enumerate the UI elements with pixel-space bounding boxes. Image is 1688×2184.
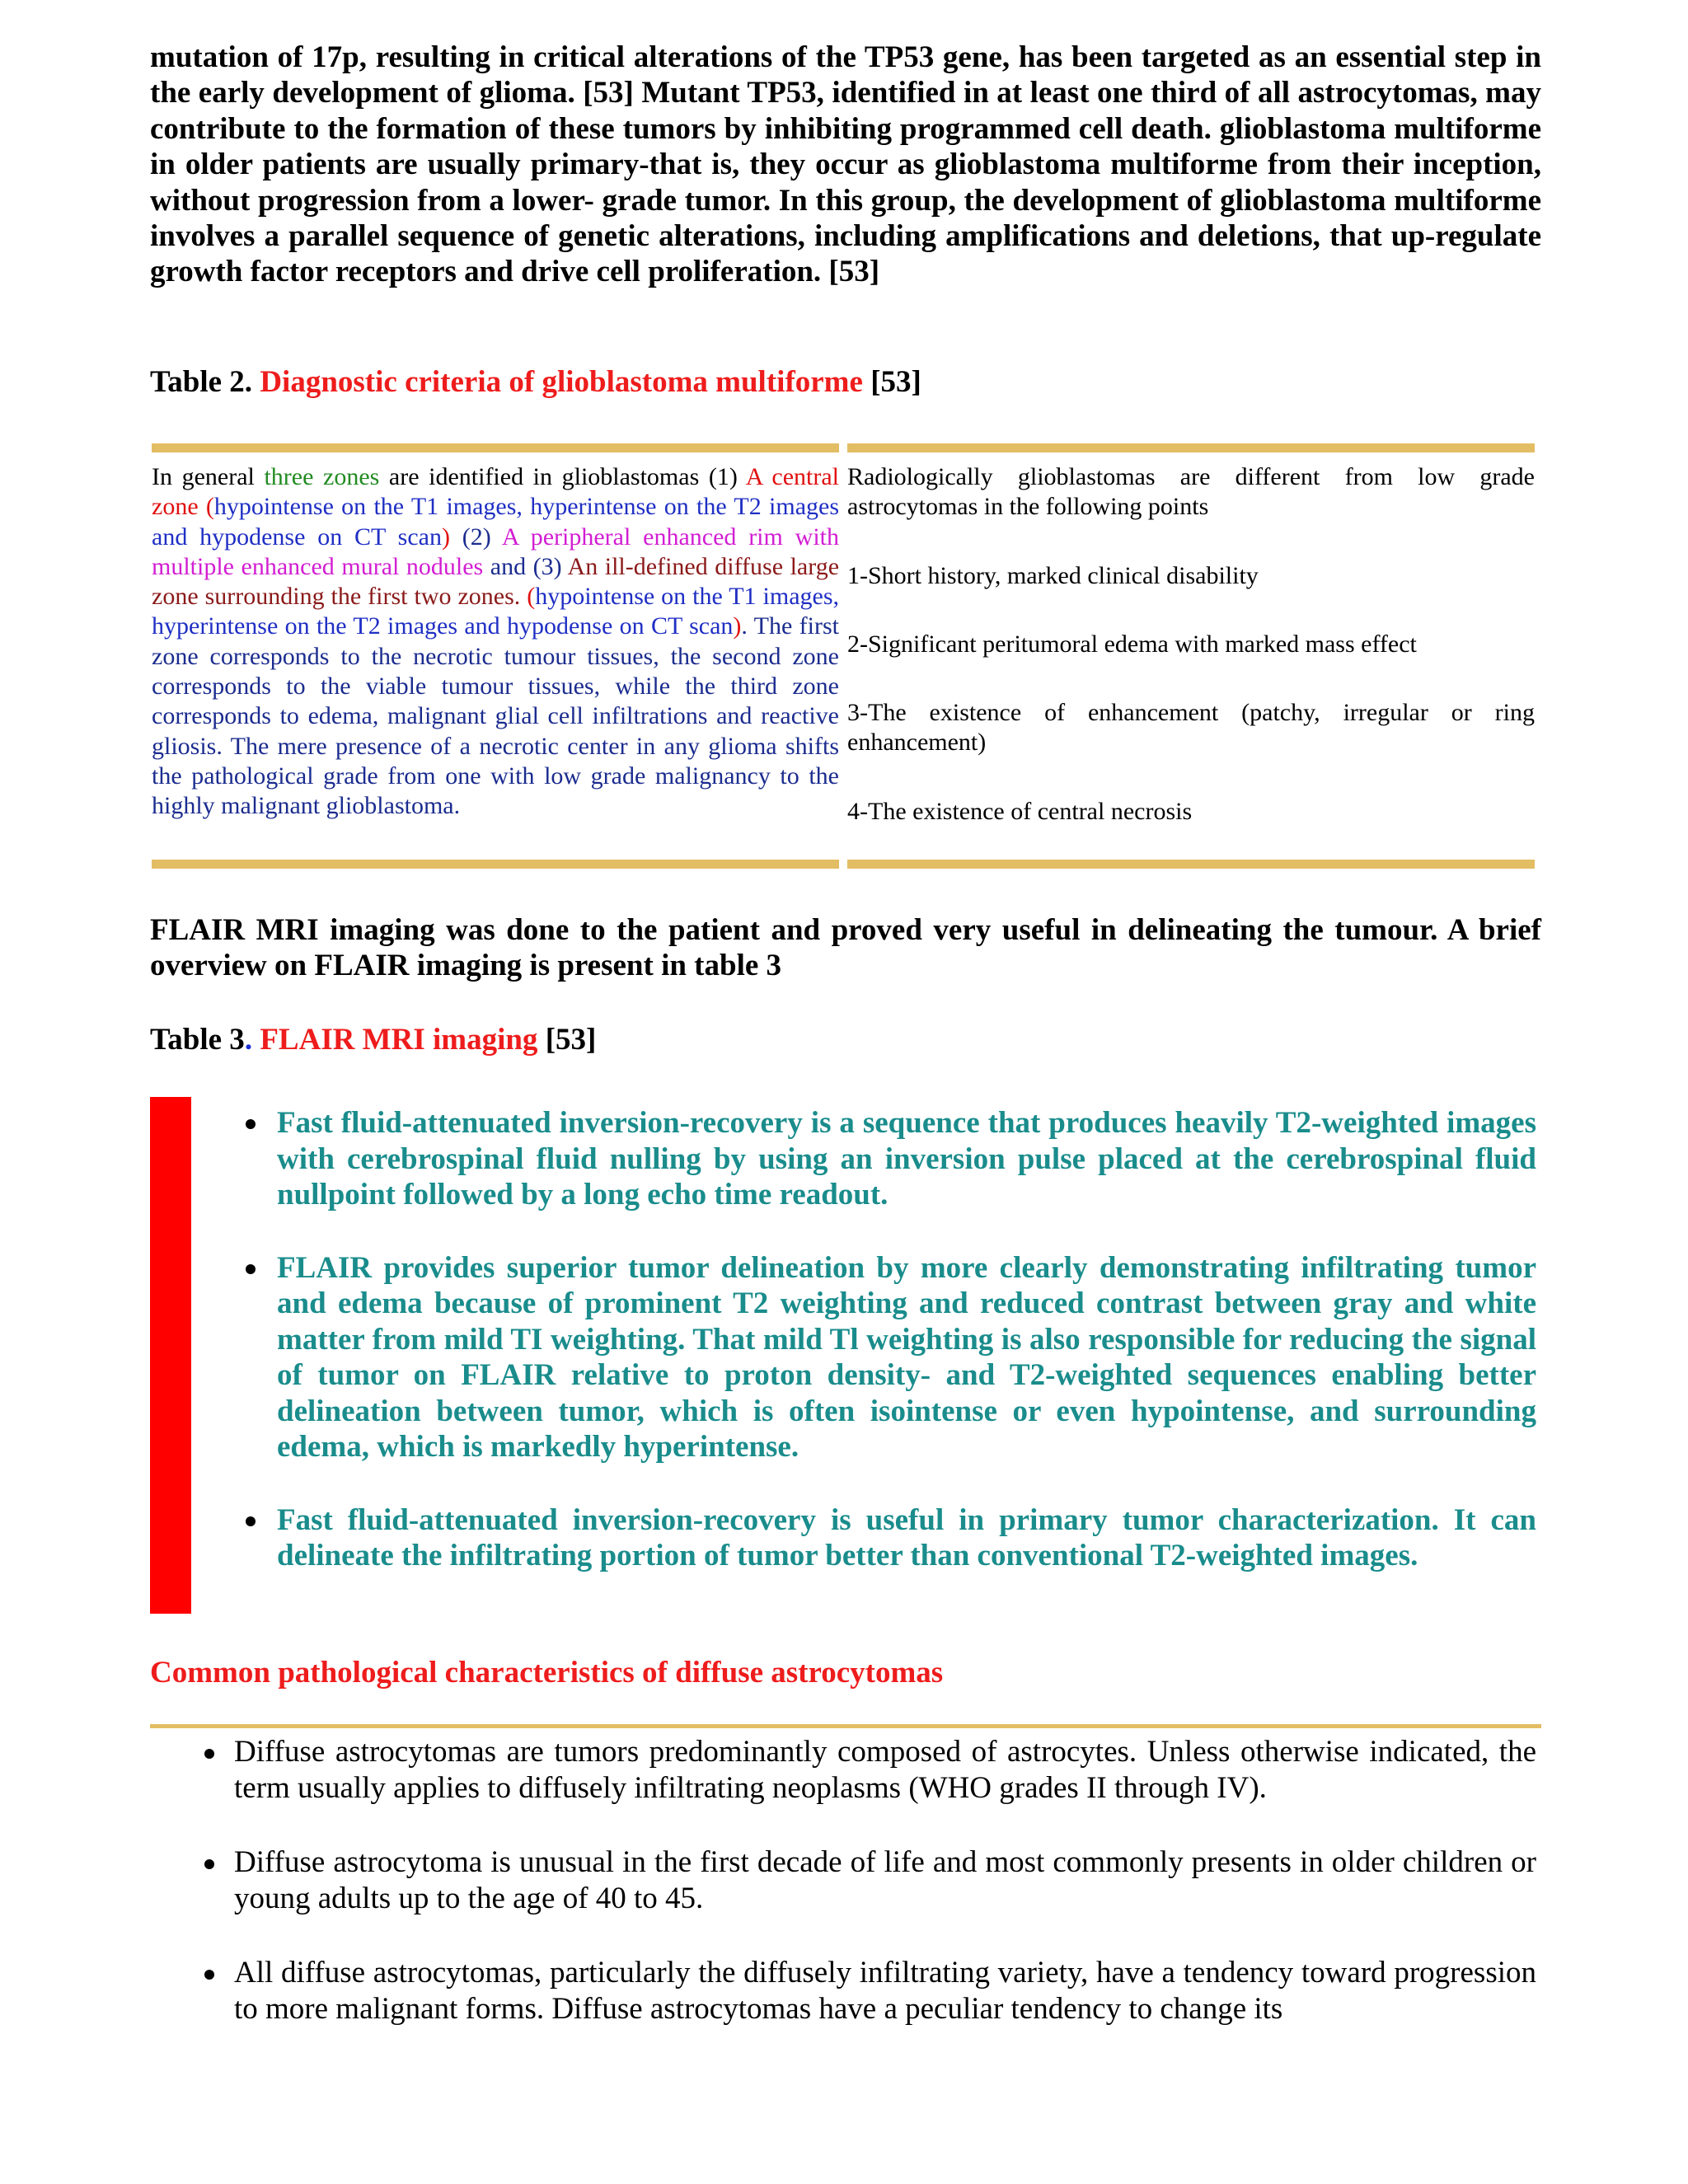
bullet-icon <box>246 1119 256 1129</box>
table2-left-text-segment: ( <box>198 493 214 521</box>
list-item <box>234 1955 1536 2027</box>
table2-caption-title: Diagnostic criteria of glioblastoma multiforme <box>260 365 863 399</box>
table2-caption <box>150 364 921 401</box>
flair-paragraph: FLAIR MRI imaging was done to the patient and proved very useful in delineating the tumour. A brief overview on FLAIR imaging is present in table 3 <box>150 913 1541 983</box>
bullet-icon <box>204 1749 214 1759</box>
table2-left-text-segment: three zones <box>264 463 380 490</box>
table3-caption-title: FLAIR MRI imaging <box>260 1023 538 1057</box>
list-item <box>277 1250 1536 1465</box>
list-item <box>277 1105 1536 1213</box>
table2-left-text-segment: A peripheral enhanced rim with multiple enhanced mural nodules <box>152 523 839 580</box>
table2-point: 4-The existence of central necrosis <box>847 797 1193 825</box>
table2-left-text-segment: . The first zone corresponds to the necrotic tumour tissues, the second zone corresponds to the viable tumour tissues, while the third zone corresponds to edema, malignant glial cell infiltrations and reactive gliosis. The mere presence of a necrotic center in any glioma shifts the pathological grade from one with low grade malignancy to the highly malignant glioblastoma. <box>152 612 839 820</box>
list-item-text: Diffuse astrocytomas are tumors predominantly composed of astrocytes. Unless otherwise indicated, the term usually applies to diffusely infiltrating neoplasms (WHO grades II through IV). <box>234 1735 1536 1805</box>
table2-right-cell <box>847 462 1535 827</box>
bullet-icon <box>204 1970 214 1980</box>
section-rule <box>150 1724 1541 1728</box>
section-heading: Common pathological characteristics of diffuse astrocytomas <box>150 1656 944 1690</box>
table3-caption <box>150 1022 596 1058</box>
list-item-text: Fast fluid-attenuated inversion-recovery is useful in primary tumor characterization. It can delineate the infiltrating portion of tumor better than conventional T2-weighted images. <box>277 1502 1536 1572</box>
list-item <box>234 1844 1536 1916</box>
table2-left-text-segment: are identified in glioblastomas (1) <box>379 463 746 490</box>
table2-caption-ref: [53] <box>870 365 921 399</box>
table2-point: 1-Short history, marked clinical disability <box>847 561 1259 589</box>
table2-left-text-segment: hypointense on the T1 images, hyperintense on the T2 images and hypodense on CT scan <box>152 583 840 640</box>
table2-bottom-rule-left <box>152 860 839 869</box>
table3-caption-ref: [53] <box>545 1023 597 1057</box>
bullet-icon <box>246 1516 256 1526</box>
table3-red-side-bar <box>150 1097 191 1614</box>
table2-left-text-segment: hypointense on the T1 images, hyperintense on the T2 images and hypodense on CT scan <box>152 493 840 551</box>
bullet-icon <box>246 1264 256 1274</box>
list-item-text: All diffuse astrocytomas, particularly the diffusely infiltrating variety, have a tendency toward progression to more malignant forms. Diffuse astrocytomas have a peculiar tendency to change its <box>234 1956 1536 2026</box>
table2-bottom-rule-right <box>847 860 1535 869</box>
intro-paragraph: mutation of 17p, resulting in critical alterations of the TP53 gene, has been targeted as an essential step in the early development of glioma. [53] Mutant TP53, identified in at least one third of all astrocytomas, may contribute to the formation of these tumors by inhibiting programmed cell death. glioblastoma multiforme in older patients are usually primary-that is, they occur as glioblastoma multiforme from their inception, without progression from a lower- grade tumor. In this group, the development of glioblastoma multiforme involves a parallel sequence of genetic alterations, including amplifications and deletions, that up-regulate growth factor receptors and drive cell proliferation. [53] <box>150 40 1541 289</box>
astrocytoma-bullet-list <box>234 1734 1536 2027</box>
table2-left-cell <box>152 462 839 822</box>
table2-left-text-segment: ( <box>520 583 536 611</box>
table3-bullet-list <box>277 1105 1536 1574</box>
table3-caption-label: Table 3 <box>150 1023 245 1057</box>
list-item <box>277 1502 1536 1574</box>
list-item-text: FLAIR provides superior tumor delineation by more clearly demonstrating infiltrating tumor and edema because of prominent T2 weighting and reduced contrast between gray and white matter from mild TI weighting. That mild Tl weighting is also responsible for reducing the signal of tumor on FLAIR relative to proton density- and T2-weighted sequences enabling better delineation between tumor, which is often isointense or even hypointense, and surrounding edema, which is markedly hyperintense. <box>277 1250 1536 1464</box>
table2-right-intro: Radiologically glioblastomas are different from low grade astrocytomas in the following points <box>847 463 1535 521</box>
table2-top-rule-right <box>847 443 1535 452</box>
table2-left-text-segment: A central zone <box>152 463 839 521</box>
table2-left-text-segment: ) <box>441 523 450 551</box>
list-item-text: Fast fluid-attenuated inversion-recovery is a sequence that produces heavily T2-weighted images with cerebrospinal fluid nulling by using an inversion pulse placed at the cerebrospinal fluid nullpoint followed by a long echo time readout. <box>277 1106 1536 1212</box>
table2-point: 2-Significant peritumoral edema with marked mass effect <box>847 630 1417 658</box>
table2-caption-label: Table 2. <box>150 365 253 399</box>
table3-caption-dot: . <box>244 1023 253 1057</box>
table2-left-text-segment: In general <box>152 463 265 490</box>
table2-left-text-segment: An ill-defined diffuse large zone surrounding the first two zones. <box>152 552 840 611</box>
table2-left-text-segment: and (3) <box>483 552 568 580</box>
table2-point: 3-The existence of enhancement (patchy, irregular or ring enhancement) <box>847 699 1535 757</box>
table2-left-text-segment: ) <box>733 612 742 640</box>
table2-left-text-segment: (2) <box>449 523 502 551</box>
bullet-icon <box>204 1859 214 1869</box>
table2-top-rule-left <box>152 443 839 452</box>
list-item <box>234 1734 1536 1806</box>
list-item-text: Diffuse astrocytoma is unusual in the first decade of life and most commonly presents in older children or young adults up to the age of 40 to 45. <box>234 1845 1536 1915</box>
